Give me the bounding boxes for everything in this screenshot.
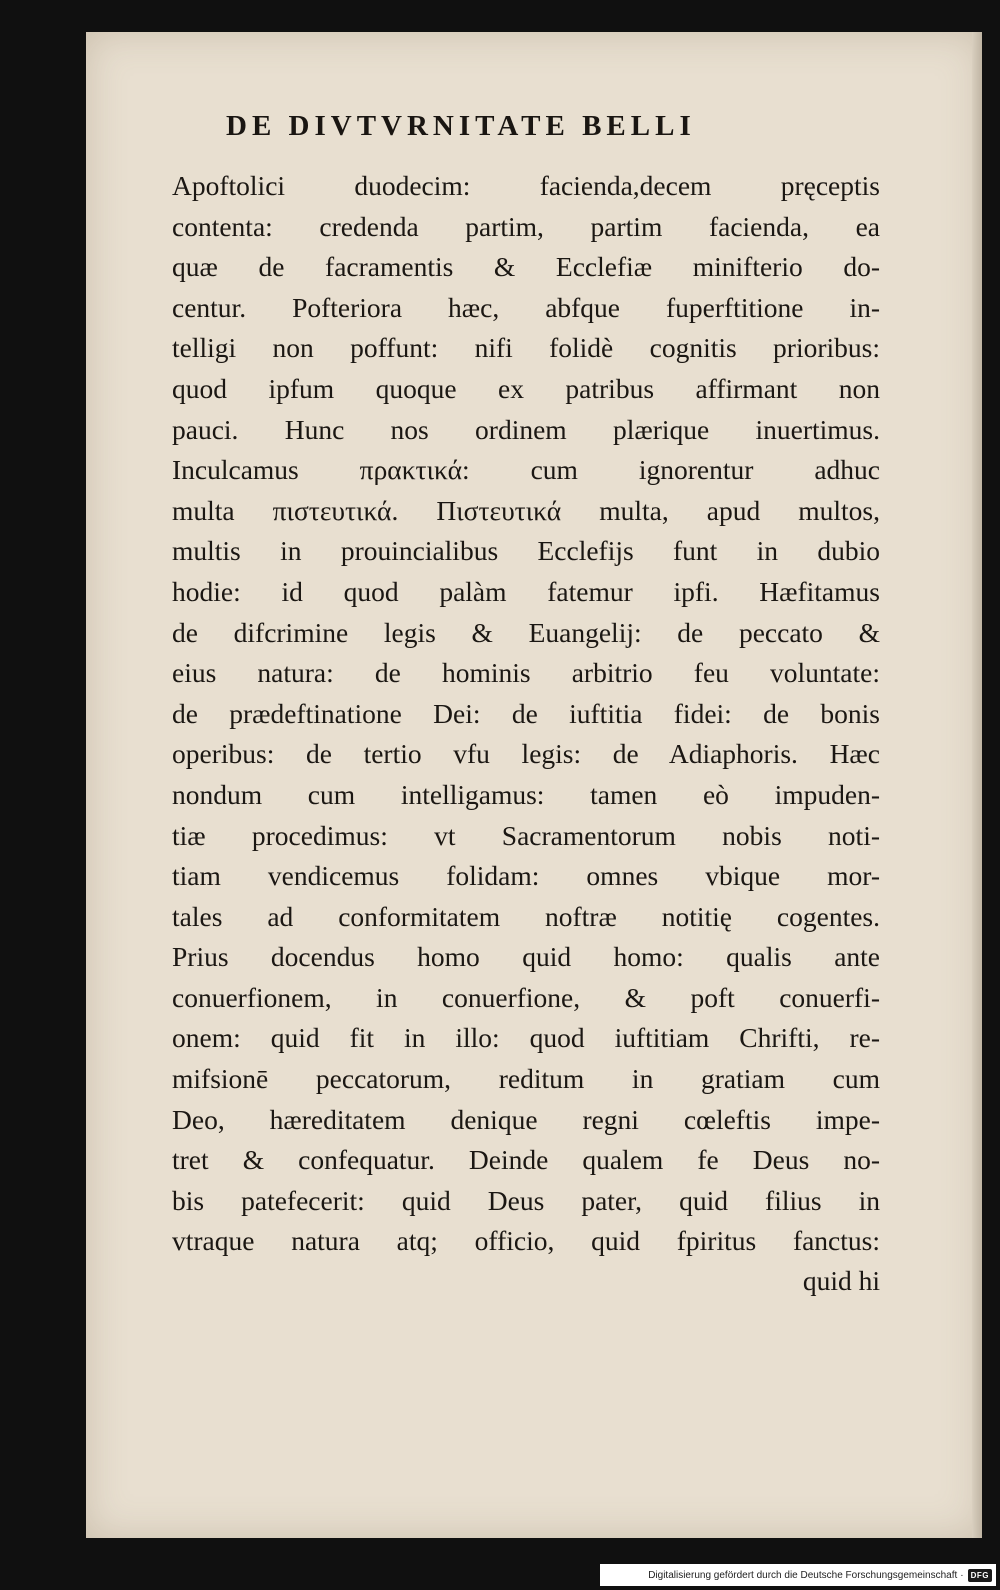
text-line: tiæ procedimus: vt Sacramentorum nobis noti-: [172, 819, 880, 851]
text-line: nondum cum intelligamus: tamen eò impuden-: [172, 778, 880, 810]
text-line: multa πιστευτικά. Πιστευτικά multa, apud multos,: [172, 494, 880, 526]
text-line: de prædeftinatione Dei: de iuftitia fidei: de bonis: [172, 697, 880, 729]
text-line: Prius docendus homo quid homo: qualis ante: [172, 941, 880, 973]
text-line: onem: quid fit in illo: quod iuftitiam Chrifti, re-: [172, 1022, 880, 1054]
text-line: mifsionē peccatorum, reditum in gratiam cum: [172, 1063, 880, 1095]
dfg-logo-icon: DFG: [968, 1569, 992, 1582]
body-text: [172, 166, 880, 1262]
running-header: DE DIVTVRNITATE BELLI: [226, 110, 696, 142]
text-line: centur. Pofteriora hæc, abfque fuperftitione in-: [172, 291, 880, 323]
text-line: tales ad conformitatem noftræ notitię cogentes.: [172, 900, 880, 932]
text-line: Deo, hæreditatem denique regni cœleftis impe-: [172, 1103, 880, 1135]
footer-credit: Digitalisierung gefördert durch die Deutsche Forschungsgemeinschaft: [648, 1569, 958, 1581]
text-line: pauci. Hunc nos ordinem plærique inuertimus.: [172, 413, 880, 445]
catchword: quid hi: [802, 1265, 880, 1296]
text-line: Apoftolici duodecim: facienda,decem pręceptis: [172, 170, 880, 201]
text-line: quæ de facramentis & Ecclefiæ minifterio do-: [172, 251, 880, 283]
text-line: Inculcamus πρακτικά: cum ignorentur adhuc: [172, 454, 880, 486]
text-line: contenta: credenda partim, partim facienda, ea: [172, 210, 880, 242]
digitization-footer: Digitalisierung gefördert durch die Deutsche Forschungsgemeinschaft · DFG: [600, 1564, 996, 1586]
text-line: hodie: id quod palàm fatemur ipfi. Hæfitamus: [172, 575, 880, 607]
text-line: multis in prouincialibus Ecclefijs funt in dubio: [172, 535, 880, 567]
text-line: vtraque natura atq; officio, quid fpiritus fanctus:: [172, 1225, 880, 1257]
text-line: telligi non poffunt: nifi folidè cognitis prioribus:: [172, 332, 880, 364]
page-edge: [972, 32, 982, 1538]
text-line: eius natura: de hominis arbitrio feu voluntate:: [172, 657, 880, 689]
text-line: quod ipfum quoque ex patribus affirmant non: [172, 372, 880, 404]
text-line: conuerfionem, in conuerfione, & poft conuerfi-: [172, 981, 880, 1013]
text-line: tret & confequatur. Deinde qualem fe Deus no-: [172, 1144, 880, 1176]
text-line: operibus: de tertio vfu legis: de Adiaphoris. Hæc: [172, 738, 880, 770]
text-line: de difcrimine legis & Euangelij: de peccato &: [172, 616, 880, 648]
text-line: tiam vendicemus folidam: omnes vbique mor-: [172, 860, 880, 892]
text-line: bis patefecerit: quid Deus pater, quid filius in: [172, 1184, 880, 1216]
